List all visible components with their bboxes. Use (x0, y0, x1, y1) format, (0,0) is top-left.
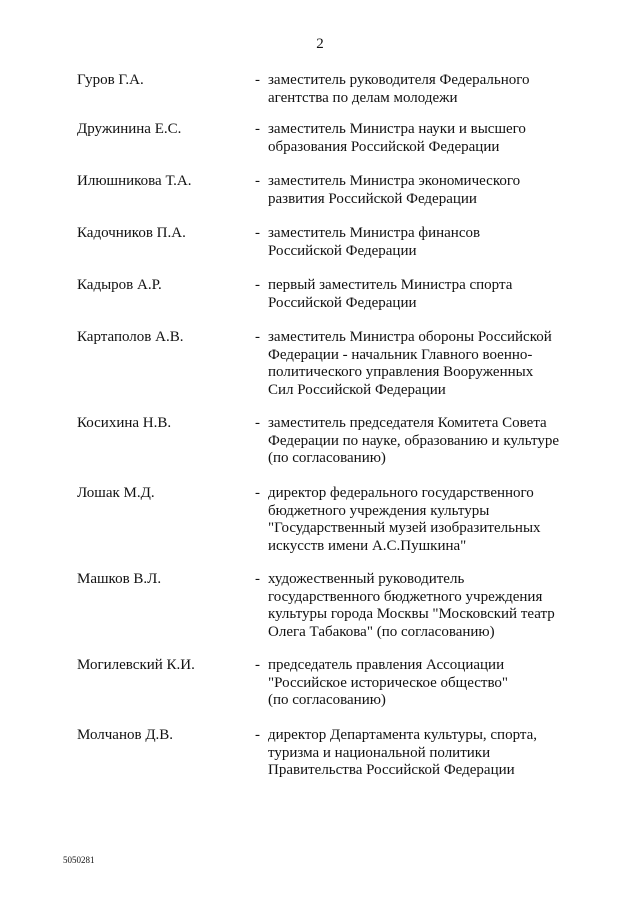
position-description (268, 727, 568, 780)
person-name: Лошак М.Д. (77, 485, 155, 501)
description-line: директор федерального государственного (268, 485, 534, 501)
separator-dash: - (255, 657, 260, 673)
description-line: заместитель Министра обороны Российской (268, 329, 552, 345)
description-line: агентства по делам молодежи (268, 89, 458, 106)
description-line: заместитель Министра экономического (268, 173, 521, 189)
position-description (268, 121, 568, 156)
position-description (268, 657, 568, 710)
person-name: Картаполов А.В. (77, 329, 184, 345)
separator-dash: - (255, 225, 260, 241)
page-number: 2 (316, 36, 324, 52)
person-name: Косихина Н.В. (77, 415, 172, 431)
person-name: Дружинина Е.С. (77, 121, 182, 137)
description-line: "Российское историческое общество" (268, 674, 509, 691)
person-name: Могилевский К.И. (77, 657, 195, 673)
person-name: Кадыров А.Р. (77, 277, 162, 293)
description-line: Сил Российской Федерации (268, 381, 446, 398)
person-name: Молчанов Д.В. (77, 727, 174, 743)
position-description (268, 329, 568, 399)
description-line: заместитель председателя Комитета Совета (268, 415, 547, 431)
separator-dash: - (255, 485, 260, 501)
description-line: Российской Федерации (268, 294, 417, 311)
description-line: государственного бюджетного учреждения (268, 588, 543, 605)
description-line: развития Российской Федерации (268, 190, 477, 207)
person-name: Машков В.Л. (77, 571, 162, 587)
document-code: 5050281 (63, 855, 95, 865)
separator-dash: - (255, 329, 260, 345)
separator-dash: - (255, 277, 260, 293)
description-line: "Государственный музей изобразительных (268, 520, 541, 537)
description-line: художественный руководитель (268, 571, 465, 587)
position-description (268, 225, 568, 260)
description-line: председатель правления Ассоциации (268, 657, 505, 673)
person-name: Кадочников П.А. (77, 225, 186, 241)
description-line: Правительства Российской Федерации (268, 762, 515, 779)
description-line: образования Российской Федерации (268, 138, 500, 155)
position-description (268, 72, 568, 107)
description-line: (по согласованию) (268, 450, 386, 467)
description-line: заместитель Министра науки и высшего (268, 121, 526, 137)
separator-dash: - (255, 415, 260, 431)
separator-dash: - (255, 173, 260, 189)
description-line: директор Департамента культуры, спорта, (268, 727, 538, 743)
description-line: первый заместитель Министра спорта (268, 277, 513, 293)
position-description (268, 173, 568, 208)
person-name: Илюшникова Т.А. (77, 173, 192, 189)
separator-dash: - (255, 571, 260, 587)
position-description (268, 277, 568, 312)
description-line: туризма и национальной политики (268, 744, 491, 761)
description-line: (по согласованию) (268, 692, 386, 709)
description-line: Федерации - начальник Главного военно- (268, 346, 533, 363)
description-line: культуры города Москвы "Московский театр (268, 606, 555, 623)
position-description (268, 485, 568, 555)
description-line: Российской Федерации (268, 242, 417, 259)
description-line: Федерации по науке, образованию и культуре (268, 432, 560, 449)
separator-dash: - (255, 121, 260, 137)
separator-dash: - (255, 72, 260, 88)
description-line: Олега Табакова" (по согласованию) (268, 623, 495, 640)
description-line: искусств имени А.С.Пушкина" (268, 537, 467, 554)
separator-dash: - (255, 727, 260, 743)
position-description (268, 571, 568, 641)
position-description (268, 415, 568, 468)
description-line: заместитель Министра финансов (268, 225, 481, 241)
description-line: заместитель руководителя Федерального (268, 72, 530, 88)
person-name: Гуров Г.А. (77, 72, 144, 88)
description-line: политического управления Вооруженных (268, 364, 534, 381)
description-line: бюджетного учреждения культуры (268, 502, 490, 519)
